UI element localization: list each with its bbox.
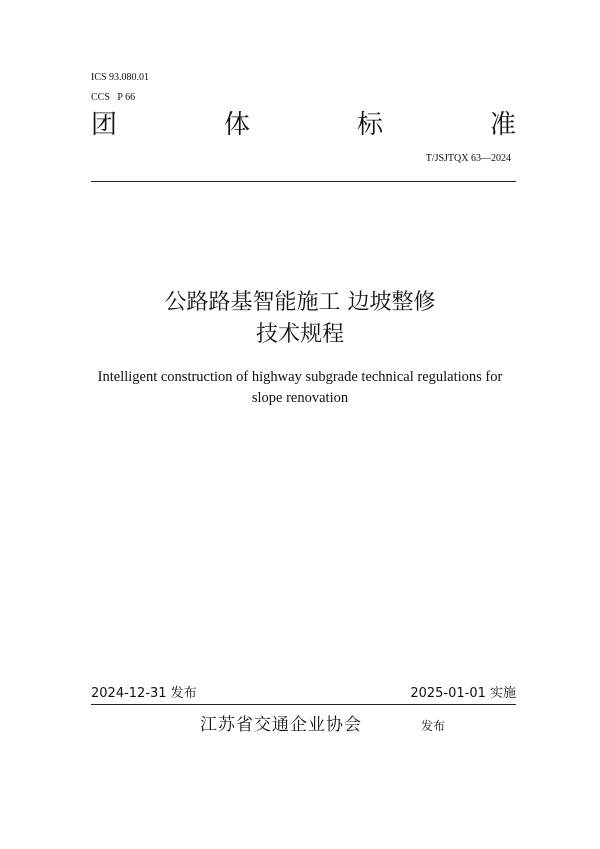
implementation-date: 2025-01-01 实施	[410, 686, 516, 701]
bottom-divider	[91, 704, 516, 705]
release-date: 2024-12-31 发布	[91, 686, 197, 701]
issuing-organization: 江苏省交通企业协会	[200, 715, 362, 735]
chinese-title-line-1: 公路路基智能施工 边坡整修	[164, 290, 436, 315]
category-char: 体	[223, 110, 250, 140]
category-char: 准	[489, 110, 516, 140]
category-char: 标	[356, 110, 383, 140]
english-title-line-2: slope renovation	[251, 390, 349, 406]
chinese-title-line-2: 技术规程	[255, 322, 344, 347]
publish-label: 发布	[421, 719, 446, 733]
english-title	[0, 367, 600, 409]
english-title-line-1: Intelligent construction of highway subgrade technical regulations for	[97, 369, 503, 385]
standard-category	[91, 110, 516, 140]
top-divider	[91, 181, 516, 182]
ics-code: ICS 93.080.01	[91, 72, 150, 83]
category-char: 团	[91, 110, 118, 140]
chinese-title	[0, 287, 600, 351]
date-row	[91, 686, 516, 702]
standard-number: T/JSJTQX 63—2024	[425, 153, 511, 164]
ccs-code: CCS P 66	[91, 92, 136, 103]
